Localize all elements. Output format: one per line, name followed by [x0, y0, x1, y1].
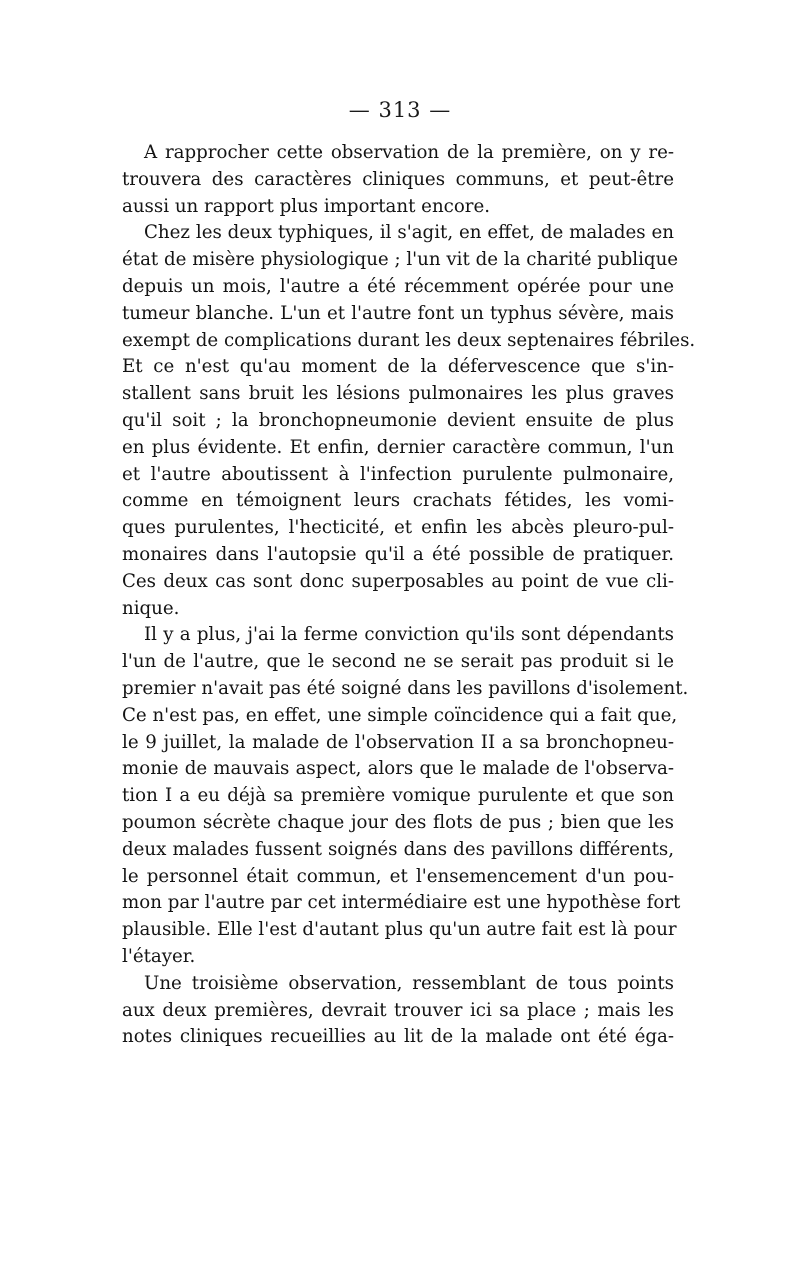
text-line: Et ce n'est qu'au moment de la défervescence que s'in- — [122, 356, 674, 378]
text-line: mon par l'autre par cet intermédiaire est une hypothèse fort — [122, 892, 681, 914]
text-line: tumeur blanche. L'un et l'autre font un typhus sévère, mais — [122, 302, 674, 324]
text-line: monie de mauvais aspect, alors que le malade de l'observa- — [122, 758, 674, 780]
text-line: l'étayer. — [122, 945, 196, 967]
text-line: tion I a eu déjà sa première vomique purulente et que son — [122, 785, 674, 807]
text-line: l'un de l'autre, que le second ne se serait pas produit si le — [122, 651, 674, 673]
page-number: — 313 — — [348, 98, 452, 122]
body-text — [122, 140, 696, 1051]
text-line: depuis un mois, l'autre a été récemment opérée pour une — [122, 275, 674, 297]
text-line: exempt de complications durant les deux septenaires fébriles. — [122, 329, 696, 351]
text-line: A rapprocher cette observation de la première, on y re- — [144, 142, 674, 163]
text-line: deux malades fussent soignés dans des pavillons différents, — [122, 838, 674, 860]
text-line: trouvera des caractères cliniques communs, et peut-être — [122, 168, 674, 190]
text-line: le 9 juillet, la malade de l'observation II a sa bronchopneu- — [122, 731, 674, 753]
text-line: Une troisième observation, ressemblant de tous points — [144, 972, 674, 994]
text-line: premier n'avait pas été soigné dans les pavillons d'isolement. — [122, 677, 689, 699]
text-line: Ce n'est pas, en effet, une simple coïncidence qui a fait que, — [122, 704, 678, 726]
text-line: comme en témoignent leurs crachats fétides, les vomi- — [122, 490, 674, 512]
text-line: Il y a plus, j'ai la ferme conviction qu'ils sont dépendants — [144, 624, 674, 646]
text-line: Chez les deux typhiques, il s'agit, en effet, de malades en — [144, 222, 674, 244]
text-line: monaires dans l'autopsie qu'il a été possible de pratiquer. — [122, 543, 674, 565]
text-line: poumon sécrète chaque jour des flots de pus ; bien que les — [122, 811, 674, 833]
text-line: aussi un rapport plus important encore. — [122, 195, 491, 217]
text-line: stallent sans bruit les lésions pulmonaires les plus graves — [122, 383, 674, 405]
text-line: plausible. Elle l'est d'autant plus qu'un autre fait est là pour — [122, 919, 677, 941]
text-line: le personnel était commun, et l'ensemencement d'un pou- — [122, 865, 674, 887]
text-line: en plus évidente. Et enfin, dernier caractère commun, l'un — [122, 436, 674, 458]
text-line: notes cliniques recueillies au lit de la malade ont été éga- — [122, 1026, 674, 1048]
text-line: Ces deux cas sont donc superposables au point de vue cli- — [122, 570, 674, 592]
text-line: nique. — [122, 597, 180, 619]
text-line: aux deux premières, devrait trouver ici sa place ; mais les — [122, 999, 674, 1021]
text-line: ques purulentes, l'hecticité, et enfin les abcès pleuro-pul- — [122, 517, 674, 539]
text-line: et l'autre aboutissent à l'infection purulente pulmonaire, — [122, 463, 674, 485]
text-line: qu'il soit ; la bronchopneumonie devient ensuite de plus — [122, 409, 674, 431]
text-line: état de misère physiologique ; l'un vit de la charité publique — [122, 249, 679, 271]
